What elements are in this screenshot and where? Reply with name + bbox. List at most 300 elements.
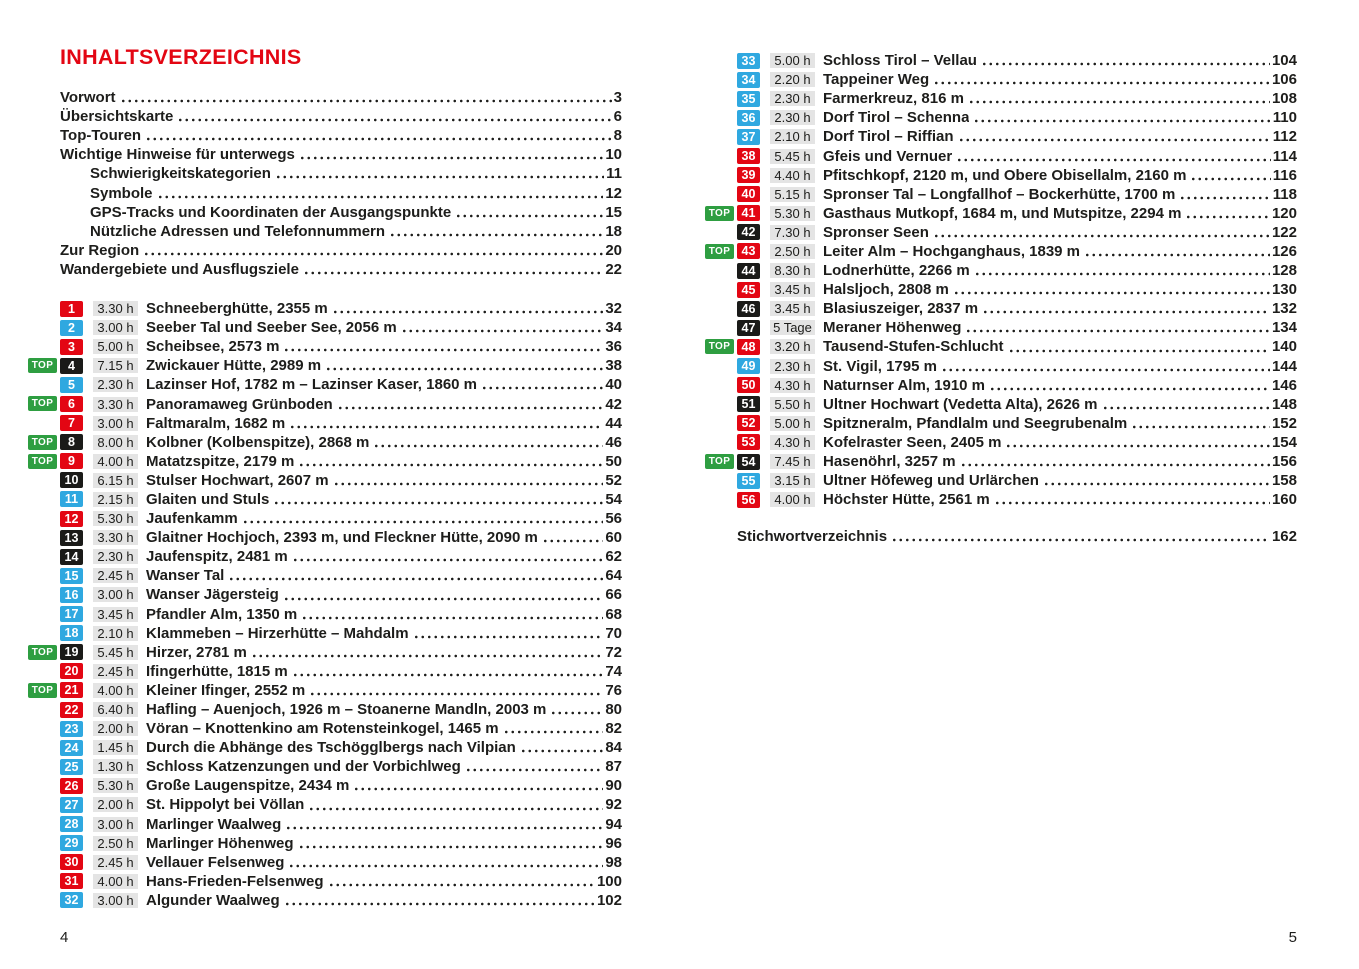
- dot-leader: [353, 787, 603, 791]
- tour-duration-chip: 7.15 h: [93, 358, 138, 373]
- tour-number-badge: 35: [737, 91, 760, 107]
- tour-number-badge: 13: [60, 530, 83, 546]
- toc-tour-entry: [60, 509, 622, 528]
- tour-page-number: 114: [1272, 147, 1297, 165]
- dot-leader: [337, 406, 604, 410]
- front-matter-entry: [60, 164, 622, 183]
- tour-duration-chip: 2.45 h: [93, 568, 138, 583]
- page-right: [708, 0, 1297, 969]
- tour-title: Tausend-Stufen-Schlucht: [823, 338, 1004, 356]
- dot-leader: [332, 310, 604, 314]
- dot-leader: [1190, 177, 1270, 181]
- dot-leader: [965, 329, 1270, 333]
- front-matter-page-number: 10: [605, 146, 622, 164]
- front-matter-entry: [60, 260, 622, 279]
- tour-title: Wanser Jägersteig: [146, 586, 279, 604]
- tour-page-number: 50: [605, 452, 622, 470]
- tour-page-number: 126: [1271, 242, 1297, 260]
- tour-page-number: 84: [605, 739, 622, 757]
- tour-page-number: 36: [605, 338, 622, 356]
- toc-tour-entry: [737, 166, 1297, 185]
- tour-title: Tappeiner Weg: [823, 71, 930, 89]
- tour-number-badge: 56: [737, 492, 760, 508]
- tour-duration-chip: 2.20 h: [770, 72, 815, 87]
- tour-list-left: [31, 299, 622, 910]
- toc-tour-entry: [60, 375, 622, 394]
- tour-number-badge: 41: [737, 205, 760, 221]
- tour-page-number: 52: [605, 471, 622, 489]
- toc-tour-entry: [737, 70, 1297, 89]
- top-tour-badge: TOP: [705, 206, 734, 221]
- toc-tour-entry: [737, 395, 1297, 414]
- dot-leader: [982, 310, 1270, 314]
- tour-duration-chip: 2.30 h: [770, 110, 815, 125]
- tour-page-number: 64: [605, 567, 622, 585]
- tour-number-badge: 40: [737, 186, 760, 202]
- front-matter-page-number: 15: [605, 203, 622, 221]
- tour-title: Glaitner Hochjoch, 2393 m, und Fleckner Hütte, 2090 m: [146, 529, 538, 547]
- toc-tour-entry: [60, 624, 622, 643]
- tour-title: Jaufenspitz, 2481 m: [146, 548, 288, 566]
- tour-duration-chip: 2.45 h: [93, 855, 138, 870]
- tour-page-number: 44: [605, 414, 622, 432]
- tour-duration-chip: 4.00 h: [93, 683, 138, 698]
- tour-title: Schloss Tirol – Vellau: [823, 52, 977, 70]
- front-matter-page-number: 6: [613, 108, 622, 126]
- tour-duration-chip: 5.45 h: [93, 645, 138, 660]
- dot-leader: [309, 692, 603, 696]
- dot-leader: [968, 100, 1270, 104]
- tour-number-badge: 3: [60, 339, 83, 355]
- tour-page-number: 40: [605, 376, 622, 394]
- toc-tour-entry: [31, 681, 622, 700]
- dot-leader: [143, 252, 603, 256]
- front-matter-label: Vorwort: [60, 89, 116, 107]
- dot-leader: [1131, 425, 1270, 429]
- dot-leader: [292, 558, 604, 562]
- tour-page-number: 132: [1271, 300, 1297, 318]
- toc-tour-entry: [708, 337, 1297, 356]
- tour-number-badge: 20: [60, 663, 83, 679]
- tour-page-number: 160: [1271, 491, 1297, 509]
- front-matter-page-number: 22: [605, 260, 622, 278]
- toc-tour-entry: [60, 776, 622, 795]
- tour-title: Lodnerhütte, 2266 m: [823, 262, 970, 280]
- tour-duration-chip: 3.00 h: [93, 320, 138, 335]
- tour-duration-chip: 3.45 h: [93, 607, 138, 622]
- front-matter-page-number: 12: [605, 184, 622, 202]
- dot-leader: [289, 425, 603, 429]
- tour-number-badge: 11: [60, 491, 83, 507]
- tour-number-badge: 43: [737, 243, 760, 259]
- front-matter-label: Übersichtskarte: [60, 108, 174, 126]
- dot-leader: [1179, 196, 1270, 200]
- tour-page-number: 118: [1272, 185, 1297, 203]
- dot-leader: [299, 156, 603, 160]
- tour-number-badge: 10: [60, 472, 83, 488]
- dot-leader: [520, 749, 604, 753]
- dot-leader: [1043, 482, 1270, 486]
- front-matter-entry: [60, 126, 622, 145]
- tour-duration-chip: 3.00 h: [93, 893, 138, 908]
- tour-page-number: 56: [605, 510, 622, 528]
- toc-tour-entry: [737, 280, 1297, 299]
- toc-tour-entry: [60, 566, 622, 585]
- front-matter-label: Schwierigkeitskategorien: [90, 165, 271, 183]
- tour-duration-chip: 3.45 h: [770, 301, 815, 316]
- tour-page-number: 152: [1271, 414, 1297, 432]
- tour-page-number: 146: [1271, 376, 1297, 394]
- tour-title: Halsljoch, 2808 m: [823, 281, 949, 299]
- dot-leader: [298, 463, 603, 467]
- front-matter-page-number: 8: [613, 127, 622, 145]
- page-title: INHALTSVERZEICHNIS: [60, 45, 302, 69]
- tour-duration-chip: 3.00 h: [93, 416, 138, 431]
- front-matter-label: GPS-Tracks und Koordinaten der Ausgangspunkte: [90, 203, 452, 221]
- tour-number-badge: 24: [60, 740, 83, 756]
- tour-title: Schneeberghütte, 2355 m: [146, 300, 328, 318]
- tour-number-badge: 8: [60, 434, 83, 450]
- dot-leader: [958, 138, 1271, 142]
- tour-number-badge: 14: [60, 549, 83, 565]
- tour-number-badge: 6: [60, 396, 83, 412]
- tour-title: Faltmaralm, 1682 m: [146, 414, 286, 432]
- tour-page-number: 92: [605, 796, 622, 814]
- tour-duration-chip: 4.00 h: [93, 454, 138, 469]
- tour-title: Klammeben – Hirzerhütte – Mahdalm: [146, 624, 409, 642]
- index-entry: [737, 527, 1297, 546]
- tour-title: Kleiner Ifinger, 2552 m: [146, 681, 306, 699]
- tour-title: Jaufenkamm: [146, 510, 238, 528]
- dot-leader: [1102, 406, 1270, 410]
- tour-page-number: 82: [605, 720, 622, 738]
- tour-duration-chip: 5.30 h: [93, 778, 138, 793]
- tour-title: Leiter Alm – Hochganghaus, 1839 m: [823, 242, 1081, 260]
- tour-duration-chip: 3.45 h: [770, 282, 815, 297]
- tour-title: Ultner Hochwart (Vedetta Alta), 2626 m: [823, 395, 1098, 413]
- tour-number-badge: 16: [60, 587, 83, 603]
- tour-number-badge: 18: [60, 625, 83, 641]
- toc-tour-entry: [737, 261, 1297, 280]
- dot-leader: [285, 826, 603, 830]
- tour-title: Seeber Tal und Seeber See, 2056 m: [146, 319, 397, 337]
- tour-number-badge: 9: [60, 453, 83, 469]
- tour-duration-chip: 4.30 h: [770, 435, 815, 450]
- tour-number-badge: 30: [60, 854, 83, 870]
- dot-leader: [373, 444, 603, 448]
- tour-number-badge: 36: [737, 110, 760, 126]
- tour-title: Höchster Hütte, 2561 m: [823, 491, 990, 509]
- tour-number-badge: 45: [737, 282, 760, 298]
- tour-page-number: 104: [1271, 52, 1297, 70]
- front-matter-entry: [60, 88, 622, 107]
- tour-duration-chip: 2.30 h: [93, 377, 138, 392]
- toc-tour-entry: [737, 127, 1297, 146]
- tour-number-badge: 53: [737, 434, 760, 450]
- tour-duration-chip: 3.00 h: [93, 587, 138, 602]
- toc-tour-entry: [737, 223, 1297, 242]
- toc-tour-entry: [31, 433, 622, 452]
- dot-leader: [283, 597, 603, 601]
- tour-page-number: 122: [1271, 223, 1297, 241]
- page-left: [31, 0, 622, 969]
- tour-duration-chip: 5.50 h: [770, 397, 815, 412]
- tour-number-badge: 55: [737, 473, 760, 489]
- toc-tour-entry: [708, 452, 1297, 471]
- tour-duration-chip: 1.30 h: [93, 759, 138, 774]
- toc-tour-entry: [737, 185, 1297, 204]
- tour-title: Scheibsee, 2573 m: [146, 338, 280, 356]
- tour-number-badge: 44: [737, 263, 760, 279]
- tour-title: Algunder Waalweg: [146, 891, 280, 909]
- tour-title: Gasthaus Mutkopf, 1684 m, und Mutspitze, 2294 m: [823, 204, 1182, 222]
- dot-leader: [941, 368, 1270, 372]
- tour-page-number: 32: [605, 300, 622, 318]
- toc-tour-entry: [737, 490, 1297, 509]
- tour-duration-chip: 2.10 h: [770, 129, 815, 144]
- tour-duration-chip: 2.45 h: [93, 664, 138, 679]
- tour-duration-chip: 6.15 h: [93, 473, 138, 488]
- tour-page-number: 94: [605, 815, 622, 833]
- tour-title: Hasenöhrl, 3257 m: [823, 453, 956, 471]
- dot-leader: [303, 271, 603, 275]
- tour-page-number: 128: [1271, 262, 1297, 280]
- tour-number-badge: 47: [737, 320, 760, 336]
- tour-title: Dorf Tirol – Schenna: [823, 109, 970, 127]
- tour-title: St. Hippolyt bei Völlan: [146, 796, 305, 814]
- tour-duration-chip: 4.00 h: [93, 874, 138, 889]
- tour-number-badge: 19: [60, 644, 83, 660]
- toc-tour-entry: [60, 662, 622, 681]
- front-matter-label: Zur Region: [60, 241, 140, 259]
- toc-tour-entry: [737, 357, 1297, 376]
- tour-duration-chip: 3.00 h: [93, 817, 138, 832]
- front-matter-label: Wichtige Hinweise für unterwegs: [60, 146, 295, 164]
- tour-page-number: 100: [596, 872, 622, 890]
- tour-page-number: 108: [1271, 90, 1297, 108]
- tour-title: Matatzspitze, 2179 m: [146, 452, 295, 470]
- dot-leader: [503, 730, 604, 734]
- front-matter-label: Top-Touren: [60, 127, 142, 145]
- dot-leader: [1084, 253, 1270, 257]
- tour-title: Panoramaweg Grünboden: [146, 395, 333, 413]
- tour-duration-chip: 2.30 h: [93, 549, 138, 564]
- tour-title: Dorf Tirol – Riffian: [823, 128, 954, 146]
- front-matter-list: [60, 88, 622, 279]
- dot-leader: [550, 711, 603, 715]
- tour-title: Marlinger Höhenweg: [146, 834, 294, 852]
- tour-number-badge: 49: [737, 358, 760, 374]
- toc-tour-entry: [737, 471, 1297, 490]
- tour-page-number: 140: [1271, 338, 1297, 356]
- tour-number-badge: 25: [60, 759, 83, 775]
- tour-title: Marlinger Waalweg: [146, 815, 282, 833]
- dot-leader: [292, 673, 604, 677]
- dot-leader: [145, 137, 612, 141]
- toc-tour-entry: [31, 452, 622, 471]
- dot-leader: [275, 175, 604, 179]
- dot-leader: [177, 118, 611, 122]
- dot-leader: [251, 654, 603, 658]
- tour-number-badge: 50: [737, 377, 760, 393]
- tour-duration-chip: 5.30 h: [93, 511, 138, 526]
- toc-tour-entry: [737, 299, 1297, 318]
- tour-duration-chip: 3.30 h: [93, 301, 138, 316]
- toc-tour-entry: [60, 757, 622, 776]
- top-tour-badge: TOP: [28, 396, 57, 411]
- index-label: Stichwortverzeichnis: [737, 528, 888, 546]
- top-tour-badge: TOP: [28, 683, 57, 698]
- tour-duration-chip: 3.30 h: [93, 397, 138, 412]
- toc-tour-entry: [737, 318, 1297, 337]
- tour-number-badge: 54: [737, 454, 760, 470]
- tour-page-number: 102: [596, 891, 622, 909]
- tour-title: Vellauer Felsenweg: [146, 853, 285, 871]
- front-matter-entry: [60, 183, 622, 202]
- tour-duration-chip: 2.50 h: [770, 244, 815, 259]
- tour-duration-chip: 1.45 h: [93, 740, 138, 755]
- toc-tour-entry: [60, 337, 622, 356]
- tour-duration-chip: 5.00 h: [770, 416, 815, 431]
- tour-duration-chip: 2.30 h: [770, 91, 815, 106]
- tour-title: Pfandler Alm, 1350 m: [146, 605, 298, 623]
- tour-duration-chip: 3.30 h: [93, 530, 138, 545]
- toc-tour-entry: [60, 738, 622, 757]
- tour-title: Stulser Hochwart, 2607 m: [146, 471, 329, 489]
- tour-title: Kolbner (Kolbenspitze), 2868 m: [146, 433, 370, 451]
- dot-leader: [974, 272, 1270, 276]
- tour-duration-chip: 2.30 h: [770, 359, 815, 374]
- dot-leader: [120, 99, 612, 103]
- tour-number-badge: 17: [60, 606, 83, 622]
- toc-tour-entry: [60, 700, 622, 719]
- top-tour-badge: TOP: [28, 358, 57, 373]
- tour-number-badge: 42: [737, 224, 760, 240]
- tour-title: Blasiuszeiger, 2837 m: [823, 300, 979, 318]
- toc-tour-entry: [60, 585, 622, 604]
- tour-page-number: 76: [605, 681, 622, 699]
- toc-tour-entry: [737, 146, 1297, 165]
- dot-leader: [401, 329, 604, 333]
- front-matter-page-number: 20: [605, 241, 622, 259]
- tour-number-badge: 5: [60, 377, 83, 393]
- dot-leader: [284, 902, 595, 906]
- tour-page-number: 158: [1271, 472, 1297, 490]
- dot-leader: [973, 119, 1270, 123]
- dot-leader: [481, 386, 603, 390]
- toc-tour-entry: [60, 528, 622, 547]
- tour-title: Gfeis und Vernuer: [823, 147, 953, 165]
- toc-tour-entry: [60, 547, 622, 566]
- tour-page-number: 130: [1271, 281, 1297, 299]
- tour-page-number: 96: [605, 834, 622, 852]
- front-matter-label: Wandergebiete und Ausflugsziele: [60, 260, 299, 278]
- front-matter-entry: [60, 145, 622, 164]
- tour-duration-chip: 2.10 h: [93, 626, 138, 641]
- tour-number-badge: 31: [60, 873, 83, 889]
- dot-leader: [542, 539, 604, 543]
- tour-duration-chip: 5.30 h: [770, 206, 815, 221]
- toc-tour-entry: [60, 605, 622, 624]
- tour-number-badge: 33: [737, 53, 760, 69]
- dot-leader: [333, 482, 604, 486]
- front-matter-entry: [60, 203, 622, 222]
- tour-duration-chip: 3.20 h: [770, 339, 815, 354]
- toc-tour-entry: [737, 414, 1297, 433]
- tour-title: Wanser Tal: [146, 567, 225, 585]
- tour-page-number: 112: [1272, 128, 1297, 146]
- toc-tour-entry: [60, 490, 622, 509]
- toc-tour-entry: [60, 471, 622, 490]
- top-tour-badge: TOP: [28, 645, 57, 660]
- toc-tour-entry: [737, 108, 1297, 127]
- index-page-number: 162: [1271, 528, 1297, 546]
- tour-duration-chip: 5 Tage: [770, 320, 815, 335]
- tour-page-number: 42: [605, 395, 622, 413]
- tour-duration-chip: 5.45 h: [770, 149, 815, 164]
- front-matter-page-number: 3: [613, 89, 622, 107]
- tour-title: Meraner Höhenweg: [823, 319, 962, 337]
- toc-tour-entry: [60, 872, 622, 891]
- toc-tour-entry: [31, 643, 622, 662]
- tour-title: Große Laugenspitze, 2434 m: [146, 777, 350, 795]
- dot-leader: [413, 635, 604, 639]
- dot-leader: [933, 234, 1270, 238]
- tour-page-number: 98: [605, 853, 622, 871]
- tour-number-badge: 27: [60, 797, 83, 813]
- tour-title: Durch die Abhänge des Tschögglbergs nach Vilpian: [146, 739, 516, 757]
- front-matter-label: Symbole: [90, 184, 153, 202]
- toc-tour-entry: [737, 376, 1297, 395]
- dot-leader: [325, 367, 603, 371]
- dot-leader: [283, 348, 603, 352]
- dot-leader: [933, 81, 1270, 85]
- toc-tour-entry: [31, 356, 622, 375]
- dot-leader: [1008, 349, 1270, 353]
- toc-tour-entry: [708, 204, 1297, 223]
- tour-duration-chip: 4.30 h: [770, 378, 815, 393]
- tour-title: Spronser Seen: [823, 223, 929, 241]
- tour-page-number: 154: [1271, 433, 1297, 451]
- tour-number-badge: 52: [737, 415, 760, 431]
- tour-page-number: 148: [1271, 395, 1297, 413]
- tour-page-number: 106: [1271, 71, 1297, 89]
- front-matter-page-number: 18: [605, 222, 622, 240]
- tour-title: St. Vigil, 1795 m: [823, 357, 937, 375]
- tour-page-number: 144: [1271, 357, 1297, 375]
- dot-leader: [157, 195, 604, 199]
- dot-leader: [242, 520, 604, 524]
- front-matter-entry: [60, 241, 622, 260]
- tour-duration-chip: 2.50 h: [93, 836, 138, 851]
- tour-number-badge: 51: [737, 396, 760, 412]
- page-number-right: 5: [1288, 929, 1297, 946]
- tour-title: Ifingerhütte, 1815 m: [146, 662, 288, 680]
- toc-tour-entry: [60, 891, 622, 910]
- tour-page-number: 68: [605, 605, 622, 623]
- toc-tour-entry: [60, 719, 622, 738]
- tour-title: Naturnser Alm, 1910 m: [823, 376, 986, 394]
- page-number-left: 4: [60, 929, 69, 946]
- tour-page-number: 46: [605, 433, 622, 451]
- tour-title: Spronser Tal – Longfallhof – Bockerhütte, 1700 m: [823, 185, 1176, 203]
- tour-title: Vöran – Knottenkino am Rotensteinkogel, 1465 m: [146, 720, 499, 738]
- tour-page-number: 116: [1272, 166, 1297, 184]
- tour-title: Kofelraster Seen, 2405 m: [823, 433, 1002, 451]
- top-tour-badge: TOP: [705, 454, 734, 469]
- tour-page-number: 120: [1271, 204, 1297, 222]
- tour-page-number: 156: [1271, 453, 1297, 471]
